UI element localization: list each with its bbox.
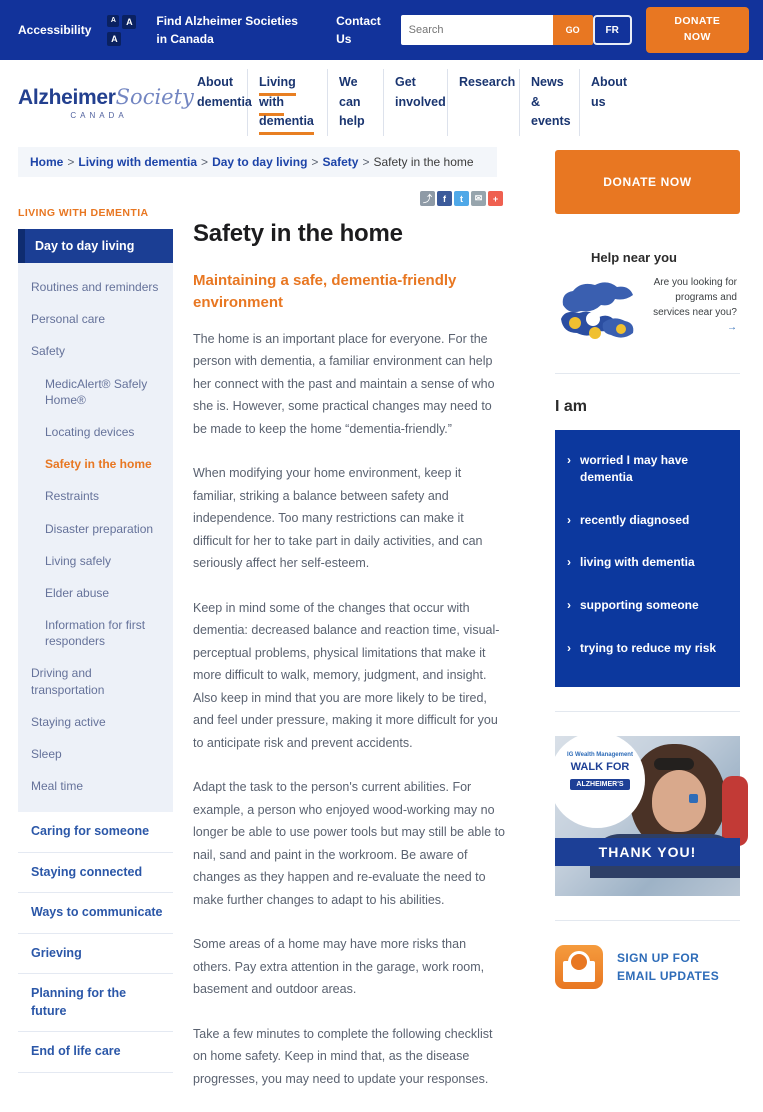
alzheimer-society-logo[interactable]: [18, 85, 194, 120]
right-sidebar: [555, 147, 740, 1112]
main-navigation: [186, 69, 630, 135]
breadcrumb-separator: >: [362, 155, 370, 169]
nav-get-involved[interactable]: Get involved: [384, 69, 448, 135]
content-area: [0, 145, 763, 1112]
ig-wealth-logo-text: IG Wealth Management: [567, 751, 633, 758]
email-signup-label: SIGN UP FOR EMAIL UPDATES: [617, 950, 720, 983]
facebook-icon[interactable]: f: [437, 191, 452, 206]
divider: [555, 711, 740, 712]
campaign-photo-decor: [654, 758, 694, 770]
i-am-box: [555, 430, 740, 687]
sidebar-item-locating-devices[interactable]: Locating devices: [45, 424, 135, 439]
walk-for-text: WALK FOR: [570, 760, 630, 773]
iam-link-supporting-someone[interactable]: › supporting someone: [567, 598, 699, 613]
divider: [555, 373, 740, 374]
sidebar-item-elder-abuse[interactable]: Elder abuse: [45, 585, 110, 600]
help-near-you-link[interactable]: Are you looking for programs and services near you? →: [653, 277, 737, 333]
search-go-button[interactable]: GO: [553, 15, 593, 45]
chevron-right-icon: ›: [567, 598, 571, 613]
nav-news-events[interactable]: News & events: [520, 69, 580, 135]
search-bar: [401, 15, 593, 45]
article: [173, 177, 505, 1112]
sidebar-item-living-safely[interactable]: Living safely: [45, 553, 112, 568]
sidebar-item-staying-connected[interactable]: Staying connected: [18, 853, 173, 894]
i-am-title: I am: [555, 398, 588, 415]
nav-research[interactable]: Research: [448, 69, 520, 135]
chevron-right-icon: ›: [567, 512, 571, 527]
breadcrumb-separator: >: [201, 155, 209, 169]
email-share-icon[interactable]: ✉: [471, 191, 486, 206]
font-size-large-button[interactable]: A: [107, 32, 121, 46]
sidebar-item-ways-to-communicate[interactable]: Ways to communicate: [18, 893, 173, 934]
iam-link-recently-diagnosed[interactable]: › recently diagnosed: [567, 512, 690, 527]
article-paragraph: The home is an important place for everyone. For the person with dementia, a familiar environment can help her connect with the past and maintain a sense of who she is. However, some practical changes may need to be made to keep the home “dementia-friendly.”: [193, 331, 495, 436]
sidebar-item-end-of-life[interactable]: End of life care: [18, 1032, 173, 1073]
breadcrumb-safety[interactable]: Safety: [322, 155, 359, 169]
nav-about-us[interactable]: About us: [591, 75, 628, 109]
sidebar-item-day-to-day-living[interactable]: Day to day living: [18, 229, 173, 263]
font-size-controls: [107, 15, 142, 46]
sidebar-item-personal-care[interactable]: Personal care: [31, 312, 106, 327]
nav-about-dementia[interactable]: About dementia: [186, 69, 248, 135]
section-sidebar: [18, 177, 173, 1112]
sidebar-item-safety[interactable]: Safety: [31, 344, 66, 359]
sidebar-item-sleep[interactable]: Sleep: [31, 747, 62, 761]
thank-you-banner: THANK YOU!: [555, 838, 740, 866]
article-paragraph: When modifying your home environment, keep it familiar, striking a balance between safety and independence. Too many restrictions can make it difficult for her to take part in daily activities, and can seriously affect her self-esteem.: [193, 466, 483, 570]
nav-living-with-dementia[interactable]: Living with dementia: [248, 69, 328, 135]
logo-word-society: Society: [115, 85, 194, 109]
site-header: [0, 60, 763, 145]
help-near-you-block: [555, 250, 740, 349]
font-size-small-button[interactable]: A: [107, 15, 119, 27]
envelope-icon: [555, 945, 603, 989]
article-paragraph: Some areas of a home may have more risks than others. Pay extra attention in the garage, work room, basement and outdoor areas.: [193, 937, 485, 996]
divider: [555, 920, 740, 921]
article-subtitle: Maintaining a safe, dementia-friendly environment: [193, 272, 457, 311]
font-size-medium-button[interactable]: A: [122, 15, 136, 29]
logo-word-canada: CANADA: [70, 111, 128, 120]
email-signup-link[interactable]: [555, 945, 740, 989]
contact-us-link[interactable]: Contact Us: [336, 14, 381, 46]
sidebar-item-meal-time[interactable]: Meal time: [31, 779, 84, 794]
donate-now-button-sidebar[interactable]: DONATE NOW: [555, 150, 740, 214]
language-toggle-button[interactable]: FR: [593, 15, 632, 45]
article-paragraph: Take a few minutes to complete the following checklist on home safety. Keep in mind that, as the disease progresses, you may need to update your responses.: [193, 1026, 493, 1086]
accessibility-link[interactable]: Accessibility: [18, 23, 92, 37]
sidebar-section-title: LIVING WITH DEMENTIA: [18, 207, 149, 219]
breadcrumb: [18, 147, 497, 177]
breadcrumb-separator: >: [67, 155, 75, 169]
arrow-icon: →: [727, 322, 737, 333]
page-title: Safety in the home: [193, 220, 403, 247]
sidebar-item-medicalert[interactable]: MedicAlert® Safely Home®: [45, 376, 148, 407]
breadcrumb-separator: >: [311, 155, 319, 169]
article-paragraph: Adapt the task to the person's current abilities. For example, a person who enjoyed wood-working may no longer be able to use power tools but may still be able to nail, sand and paint in the workroom. Be aware of changes as they happen and re-evaluate the need to make further changes to adapt to his abilities.: [193, 780, 505, 907]
breadcrumb-home[interactable]: Home: [30, 155, 64, 169]
sidebar-item-planning-future[interactable]: Planning for the future: [18, 974, 173, 1032]
sidebar-item-routines[interactable]: Routines and reminders: [31, 280, 159, 294]
share-icon[interactable]: ⤴: [420, 191, 435, 206]
article-paragraph: Keep in mind some of the changes that occur with dementia: decreased balance and reaction time, visual-perceptual problems, physical limitations that make it more difficult to walk, memory, judgment, and insight. Also keep in mind that you are more likely to be tired, and feel under pressure, making it more difficult for you to anticipate risk and prevent accidents.: [193, 600, 500, 750]
iam-link-worried[interactable]: › worried I may have dementia: [567, 453, 689, 484]
search-input[interactable]: [401, 15, 553, 45]
nav-we-can-help[interactable]: We can help: [328, 69, 384, 135]
chevron-right-icon: ›: [567, 453, 571, 467]
donate-now-button-top[interactable]: DONATE NOW: [646, 7, 749, 53]
campaign-photo-decor: [689, 794, 698, 803]
iam-link-reduce-risk[interactable]: › trying to reduce my risk: [567, 640, 717, 655]
share-buttons: [193, 191, 503, 206]
campaign-photo-decor: [722, 776, 748, 846]
sidebar-submenu: [18, 263, 173, 812]
help-near-you-title: Help near you: [591, 250, 677, 265]
sidebar-item-caring-for-someone[interactable]: Caring for someone: [18, 812, 173, 853]
top-utility-bar: [0, 0, 763, 60]
logo-word-alzheimer: Alzheimer: [18, 86, 116, 109]
sidebar-item-safety-in-the-home[interactable]: Safety in the home: [45, 457, 152, 472]
sidebar-item-restraints[interactable]: Restraints: [45, 489, 100, 504]
chevron-right-icon: ›: [567, 555, 571, 570]
sidebar-item-disaster-preparation[interactable]: Disaster preparation: [45, 521, 154, 536]
canada-map-illustration: [555, 271, 647, 349]
walk-for-alzheimers-logo: [549, 732, 645, 828]
iam-link-living-with-dementia[interactable]: › living with dementia: [567, 555, 695, 570]
sidebar-item-staying-active[interactable]: Staying active: [31, 714, 106, 729]
walk-for-alzheimers-campaign-image[interactable]: [555, 736, 740, 896]
sidebar-item-first-responders[interactable]: Information for first responders: [45, 618, 146, 649]
breadcrumb-day-to-day-living[interactable]: Day to day living: [212, 155, 308, 169]
sidebar-item-grieving[interactable]: Grieving: [18, 934, 173, 975]
breadcrumb-current: Safety in the home: [373, 155, 474, 169]
find-societies-link[interactable]: Find Alzheimer Societies in Canada: [156, 14, 298, 46]
breadcrumb-living-with-dementia[interactable]: Living with dementia: [78, 155, 198, 169]
twitter-icon[interactable]: t: [454, 191, 469, 206]
chevron-right-icon: ›: [567, 640, 571, 655]
alzheimers-pill-text: ALZHEIMER'S: [570, 779, 629, 790]
sidebar-item-driving[interactable]: Driving and transportation: [31, 666, 105, 697]
more-share-icon[interactable]: +: [488, 191, 503, 206]
